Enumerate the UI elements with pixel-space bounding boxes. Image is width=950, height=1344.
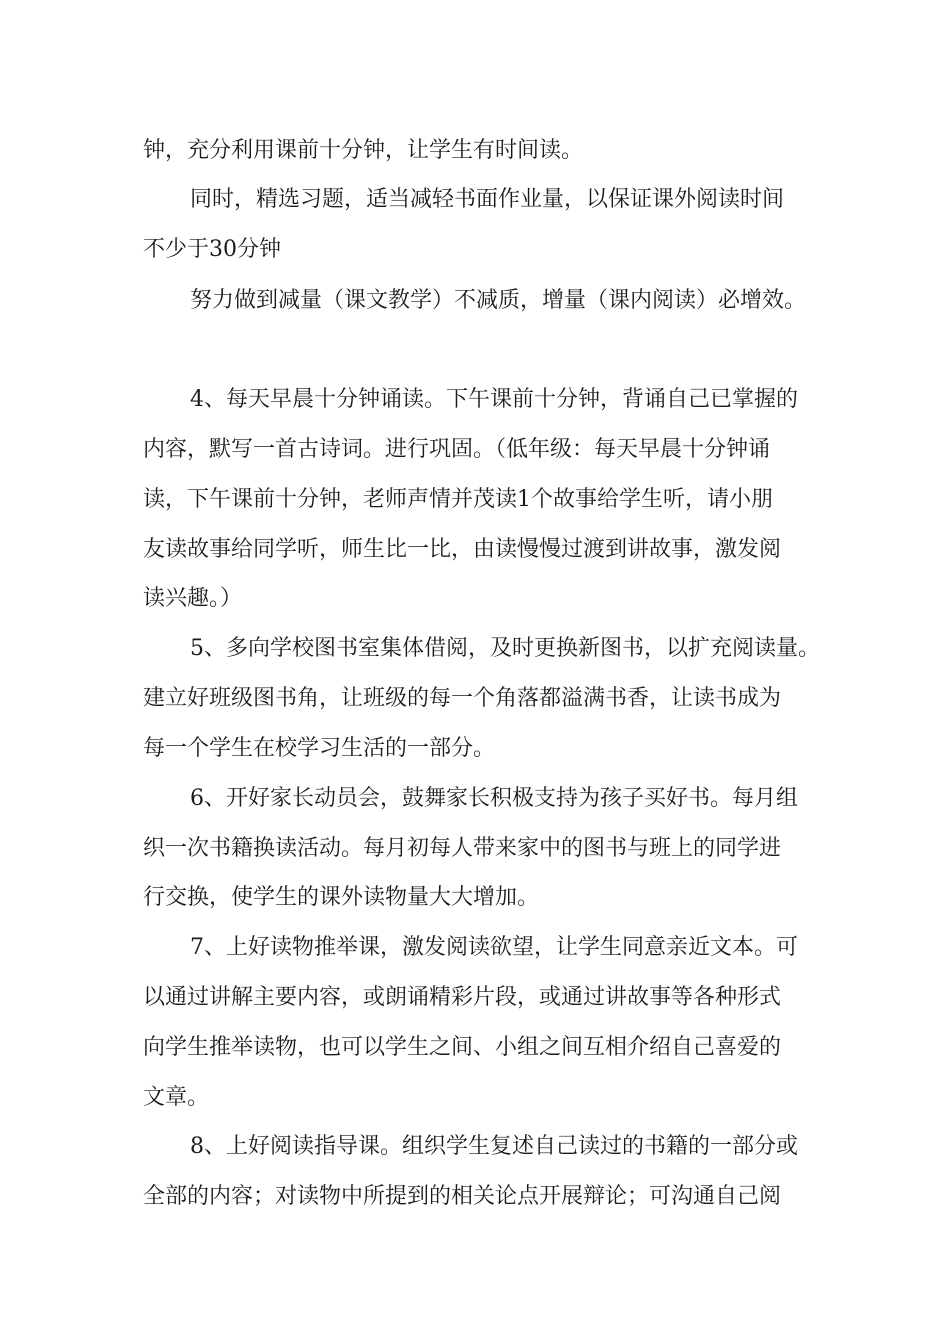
text-line: 读兴趣。） (143, 586, 243, 611)
text-line: 文章。 (143, 1085, 210, 1110)
text-line: 以通过讲解主要内容，或朗诵精彩片段，或通过讲故事等各种形式 (143, 985, 782, 1010)
text-line: 建立好班级图书角，让班级的每一个角落都溢满书香，让读书成为 (143, 686, 782, 711)
text-line: 4、每天早晨十分钟诵读。下午课前十分钟，背诵自己已掌握的 (190, 387, 798, 412)
text-line: 行交换，使学生的课外读物量大大增加。 (143, 885, 540, 910)
text-line: 不少于30分钟 (143, 237, 281, 262)
text-line: 每一个学生在校学习生活的一部分。 (143, 736, 496, 761)
text-line: 内容，默写一首古诗词。进行巩固。（低年级：每天早晨十分钟诵 (143, 437, 771, 462)
text-line: 8、上好阅读指导课。组织学生复述自己读过的书籍的一部分或 (190, 1134, 798, 1159)
text-line: 钟，充分利用课前十分钟，让学生有时间读。 (143, 138, 584, 163)
text-line: 全部的内容；对读物中所提到的相关论点开展辩论；可沟通自己阅 (143, 1184, 782, 1209)
text-line: 努力做到减量（课文教学）不减质，增量（课内阅读）必增效。 (190, 288, 807, 313)
text-line: 6、开好家长动员会，鼓舞家长积极支持为孩子买好书。每月组 (190, 786, 798, 811)
text-line: 同时，精选习题，适当减轻书面作业量，以保证课外阅读时间 (190, 187, 785, 212)
text-line: 5、多向学校图书室集体借阅，及时更换新图书，以扩充阅读量。 (190, 636, 820, 661)
text-line: 向学生推举读物，也可以学生之间、小组之间互相介绍自己喜爱的 (143, 1035, 782, 1060)
text-line: 友读故事给同学听，师生比一比，由读慢慢过渡到讲故事，激发阅 (143, 537, 782, 562)
text-line: 读，下午课前十分钟，老师声情并茂读1个故事给学生听，请小朋 (143, 487, 773, 512)
text-line: 织一次书籍换读活动。每月初每人带来家中的图书与班上的同学进 (143, 836, 782, 861)
text-line: 7、上好读物推举课，激发阅读欲望，让学生同意亲近文本。可 (190, 935, 798, 960)
